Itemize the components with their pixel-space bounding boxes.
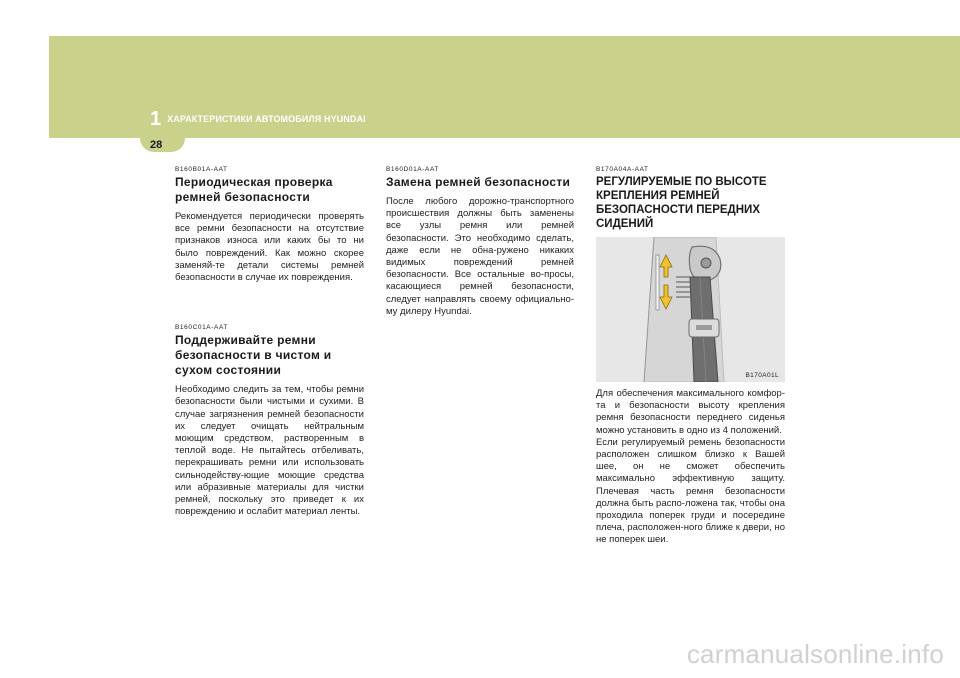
- column-3: [596, 166, 785, 547]
- section-height-adjust: [596, 166, 785, 547]
- section-code: B160C01A-AAT: [175, 324, 228, 332]
- section-belt-inspection: [175, 166, 364, 284]
- chapter-header: [150, 110, 390, 128]
- section-body: Необходимо следить за тем, чтобы ремни безопасности были чистыми и сухими. В случае загрязнения ремней безопасности их следует очищать нейтральным моющим средством, растворенным в теплой воде. Не пытайтесь отбеливать, перекрашивать ремни или использовать сильнодейству-ющие моющие средства или абразивные материалы для чистки ремней, поскольку это приведет к их повреждению и ослабит материал ленты.: [175, 384, 364, 518]
- section-body: После любого дорожно-транспортного происшествия должны быть заменены все узлы ремня или ремней безопасности. Это необходимо сделать, даже если не обна-ружено никаких видимых повреждений ремней безопасности. Все остальные во-просы, касающиеся ремней безопасности, следует направлять своему официально-му дилеру Hyundai.: [386, 196, 574, 317]
- chapter-title: ХАРАКТЕРИСТИКИ АВТОМОБИЛЯ HYUNDAI: [167, 114, 366, 124]
- section-heading: РЕГУЛИРУЕМЫЕ ПО ВЫСОТЕ КРЕПЛЕНИЯ РЕМНЕЙ БЕЗОПАСНОСТИ ПЕРЕДНИХ СИДЕНИЙ: [596, 176, 767, 230]
- section-code: B160B01A-AAT: [175, 166, 228, 173]
- seat-belt-drawing: [596, 237, 785, 382]
- section-belt-replacement: [386, 166, 574, 318]
- page-number-tab: [140, 138, 185, 152]
- chapter-number: 1: [150, 108, 162, 130]
- column-1: [175, 166, 364, 518]
- section-code: B170A04A-AAT: [596, 166, 649, 173]
- column-2: [386, 166, 574, 318]
- section-belt-cleaning: [175, 324, 364, 518]
- section-body: Рекомендуется периодически проверять все ремни безопасности на отсутствие признаков износа или каких бы то ни было повреждений. Как можно скорее заменяй-те детали системы ремней безопасности в случае их повреждения.: [175, 211, 364, 284]
- figure-code: B170A01L: [745, 372, 779, 379]
- page-number: 28: [150, 139, 163, 151]
- section-heading: Замена ремней безопасности: [386, 175, 571, 189]
- section-body: Для обеспечения максимального комфор-та и безопасности высоту крепления ремня безопасности переднего сиденья можно установить в одно из 4 положений. Если регулируемый ремень безопасности расположен слишком близко к Вашей шее, он не сможет обеспечить максимально эффективную защиту. Плечевая часть ремня безопасности должна быть распо-ложена так, чтобы она проходила поперек груди и посередине плеча, расположен-ного ближе к двери, но не поперек шеи.: [596, 388, 785, 546]
- section-heading: Поддерживайте ремни безопасности в чистом и сухом состоянии: [175, 333, 332, 378]
- watermark: carmanualsonline.info: [686, 639, 944, 669]
- seat-belt-height-adjuster-illustration: [596, 237, 785, 382]
- section-heading: Периодическая проверка ремней безопасности: [175, 175, 333, 204]
- section-code: B160D01A-AAT: [386, 166, 439, 173]
